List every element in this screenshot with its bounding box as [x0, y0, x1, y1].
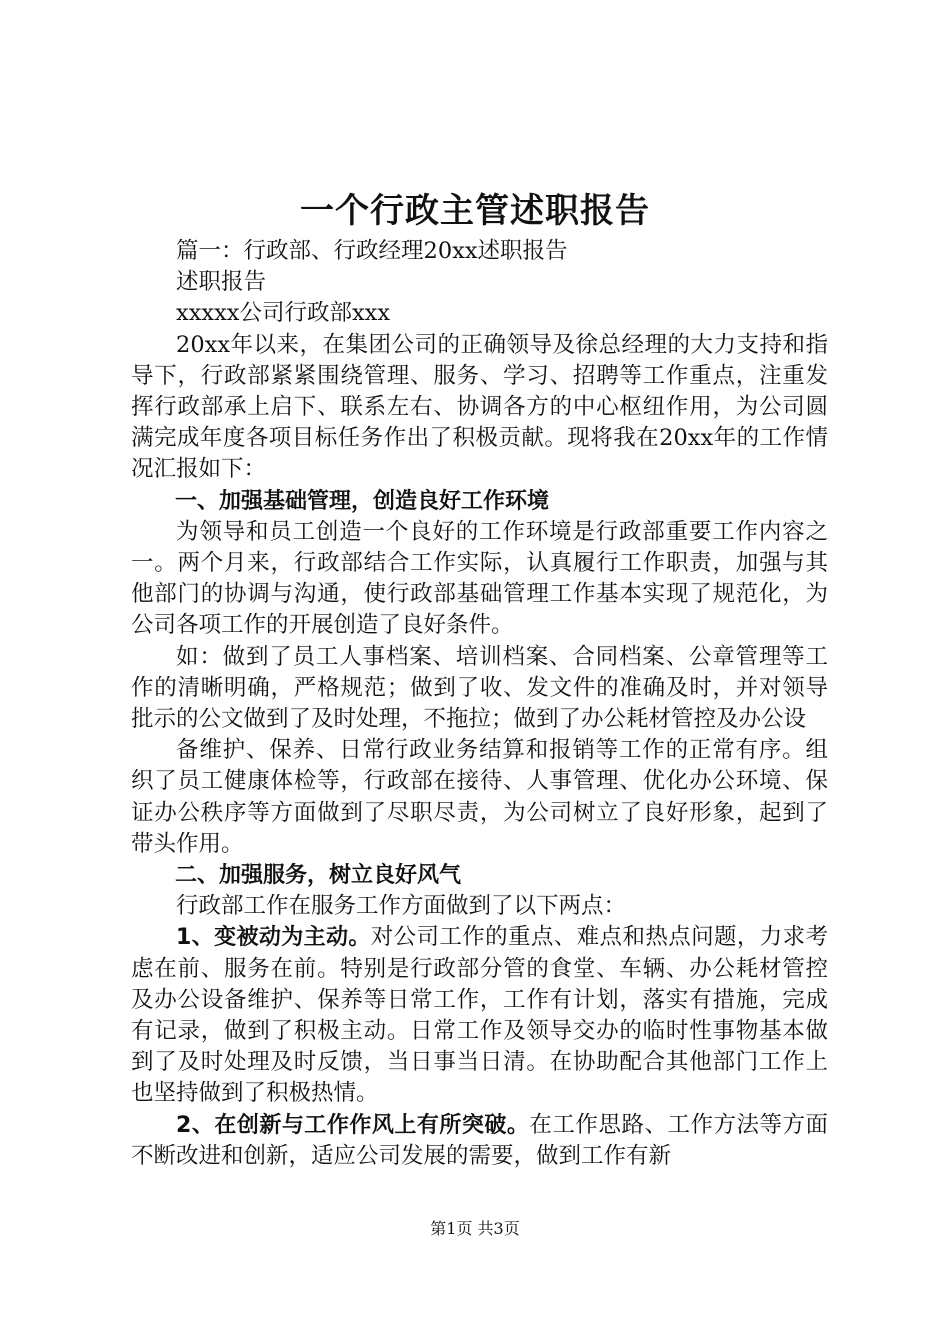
paragraph: xxxxx公司行政部xxx	[176, 300, 391, 327]
paragraph: 述职报告	[176, 269, 267, 296]
paragraph: 备维护、保养、日常行政业务结算和报销等工作的正常有序。组织了员工健康体检等，行政部在接待、人事管理、优化办公环境、保证办公秩序等方面做到了尽职尽责，为公司树立了良好形象，起到了带头作用。	[131, 737, 828, 857]
paragraph: 为领导和员工创造一个良好的工作环境是行政部重要工作内容之一。两个月来，行政部结合工作实际，认真履行工作职责，加强与其他部门的协调与沟通，使行政部基础管理工作基本实现了规范化，为公司各项工作的开展创造了良好条件。	[131, 518, 828, 639]
paragraph-text: 对公司工作的重点、难点和热点问题，力求考虑在前、服务在前。特别是行政部分管的食堂、车辆、办公耗材管控及办公设备维护、保养等日常工作，工作有计划，落实有措施，完成有记录，做到了积极主动。日常工作及领导交办的临时性事物基本做到了及时处理及时反馈，当日事当日清。在协助配合其他部门工作上也坚持做到了积极热情。	[131, 924, 828, 1107]
paragraph	[131, 922, 828, 1109]
paragraph: 20xx年以来，在集团公司的正确领导及徐总经理的大力支持和指导下，行政部紧紧围绕管理、服务、学习、招聘等工作重点，注重发挥行政部承上启下、联系左右、协调各方的中心枢纽作用，为公司圆满完成年度各项目标任务作出了积极贡献。现将我在20xx年的工作情况汇报如下：	[131, 331, 828, 483]
document-title: 一个行政主管述职报告	[300, 191, 650, 231]
paragraph: 行政部工作在服务工作方面做到了以下两点：	[176, 893, 627, 920]
section-heading: 二、加强服务，树立良好风气	[175, 863, 462, 889]
paragraph	[131, 1110, 828, 1172]
paragraph-text: 在工作思路、工作方法等方面不断改进和创新，适应公司发展的需要，做到工作有新	[131, 1111, 828, 1169]
paragraph-lead: 2、在创新与工作作风上有所突破。	[176, 1112, 530, 1138]
paragraph: 如：做到了员工人事档案、培训档案、合同档案、公章管理等工作的清晰明确，严格规范；做到了收、发文件的准确及时，并对领导批示的公文做到了及时处理，不拖拉；做到了办公耗材管控及办公设	[131, 643, 828, 733]
page-footer: 第1页 共3页	[430, 1219, 520, 1238]
paragraph-lead: 1、变被动为主动。	[176, 925, 371, 951]
paragraph: 篇一：行政部、行政经理20xx述职报告	[176, 238, 568, 264]
section-heading: 一、加强基础管理，创造良好工作环境	[175, 488, 550, 514]
document-body	[131, 236, 828, 1172]
